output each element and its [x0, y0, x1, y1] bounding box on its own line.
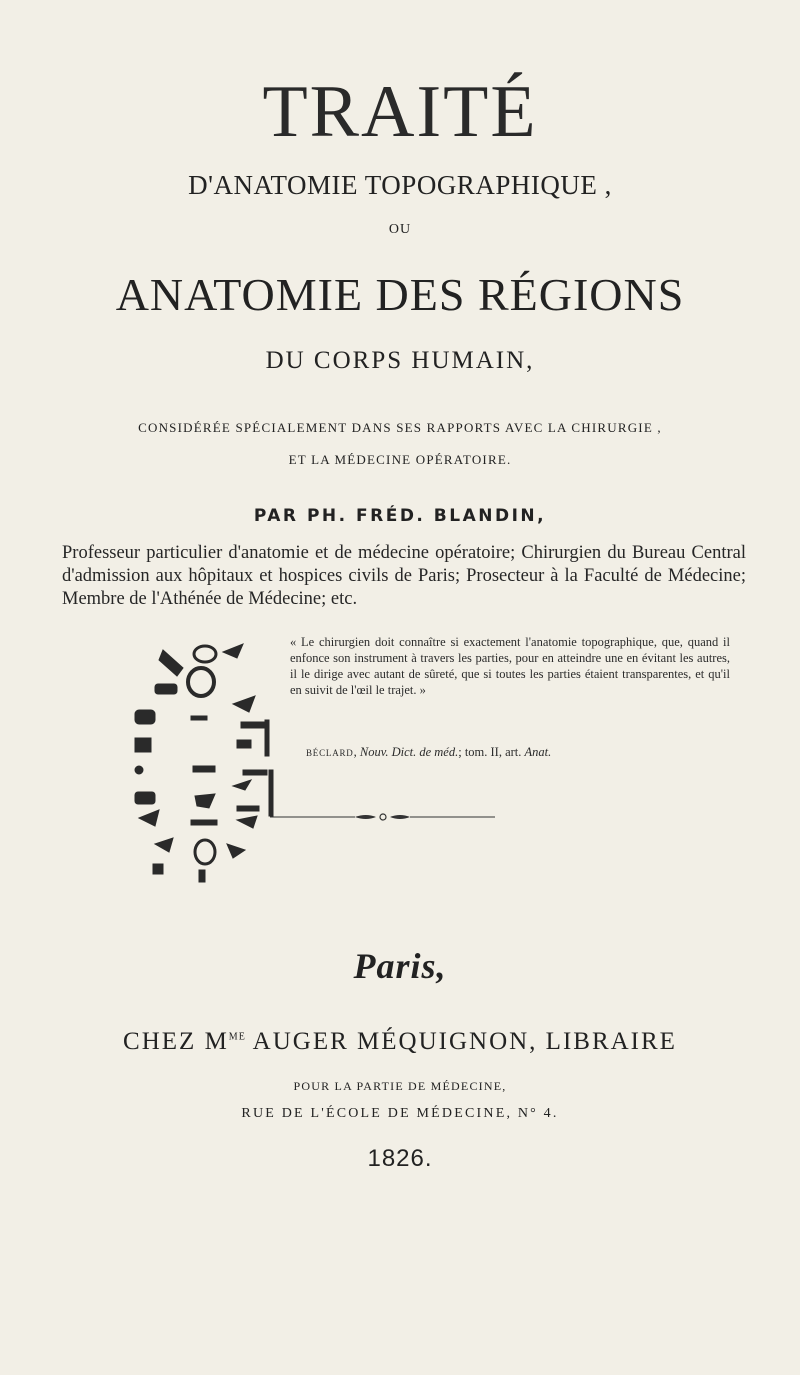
imprint-year: 1826.	[367, 1145, 433, 1172]
imprint-city: Paris,	[353, 946, 447, 986]
publisher-prefix: CHEZ M	[123, 1028, 229, 1055]
author-credentials: Professeur particulier d'anatomie et de médecine opératoire; Chirurgien du Bureau Central d'admission aux hôpitaux et hospices civils de Paris; Prosecteur à la Faculté de Médecine; Membre de l'Athénée de Médecine; etc.	[62, 543, 746, 609]
book-title: TRAITÉ	[262, 71, 538, 153]
subtitle-line-1: CONSIDÉRÉE SPÉCIALEMENT DANS SES RAPPORTS AVEC LA CHIRURGIE ,	[138, 420, 662, 435]
imprint-publisher	[0, 1028, 800, 1056]
epigraph-source: BÉCLARD, Nouv. Dict. de méd.; tom. II, art. Anat.	[306, 745, 552, 759]
epigraph-quote: « Le chirurgien doit connaître si exactement l'anatomie topographique, que, quand il enfonce son instrument à travers les parties, pour en atteindre une en évitant les autres, il le dirige avec autant de sûreté, que si toutes les parties étaient transparentes, et qu'il en suivit de l'œil le trajet. »	[290, 635, 730, 697]
subtitle-line-2: ET LA MÉDECINE OPÉRATOIRE.	[288, 452, 512, 467]
title-line-3: ANATOMIE DES RÉGIONS	[115, 269, 685, 320]
title-line-2: D'ANATOMIE TOPOGRAPHIQUE ,	[188, 170, 612, 200]
epigraph-source-ref: ; tom. II, art.	[458, 745, 522, 759]
epigraph-source-article: Anat.	[524, 745, 552, 759]
publisher-name: AUGER MÉQUIGNON, LIBRAIRE	[252, 1028, 677, 1055]
epigraph-source-author: BÉCLARD	[306, 748, 354, 758]
epigraph-source-work: Nouv. Dict. de méd.	[359, 745, 459, 759]
title-line-4: DU CORPS HUMAIN,	[265, 347, 535, 374]
publisher-superscript: ME	[228, 1031, 246, 1043]
author-line: PAR PH. FRÉD. BLANDIN,	[253, 506, 547, 526]
title-conjunction: OU	[388, 222, 412, 237]
decorative-rule	[270, 812, 495, 822]
imprint-address: RUE DE L'ÉCOLE DE MÉDECINE, N° 4.	[241, 1106, 559, 1121]
instruments-emblem-ornament	[125, 620, 285, 890]
imprint-line-2: POUR LA PARTIE DE MÉDECINE,	[293, 1079, 507, 1093]
